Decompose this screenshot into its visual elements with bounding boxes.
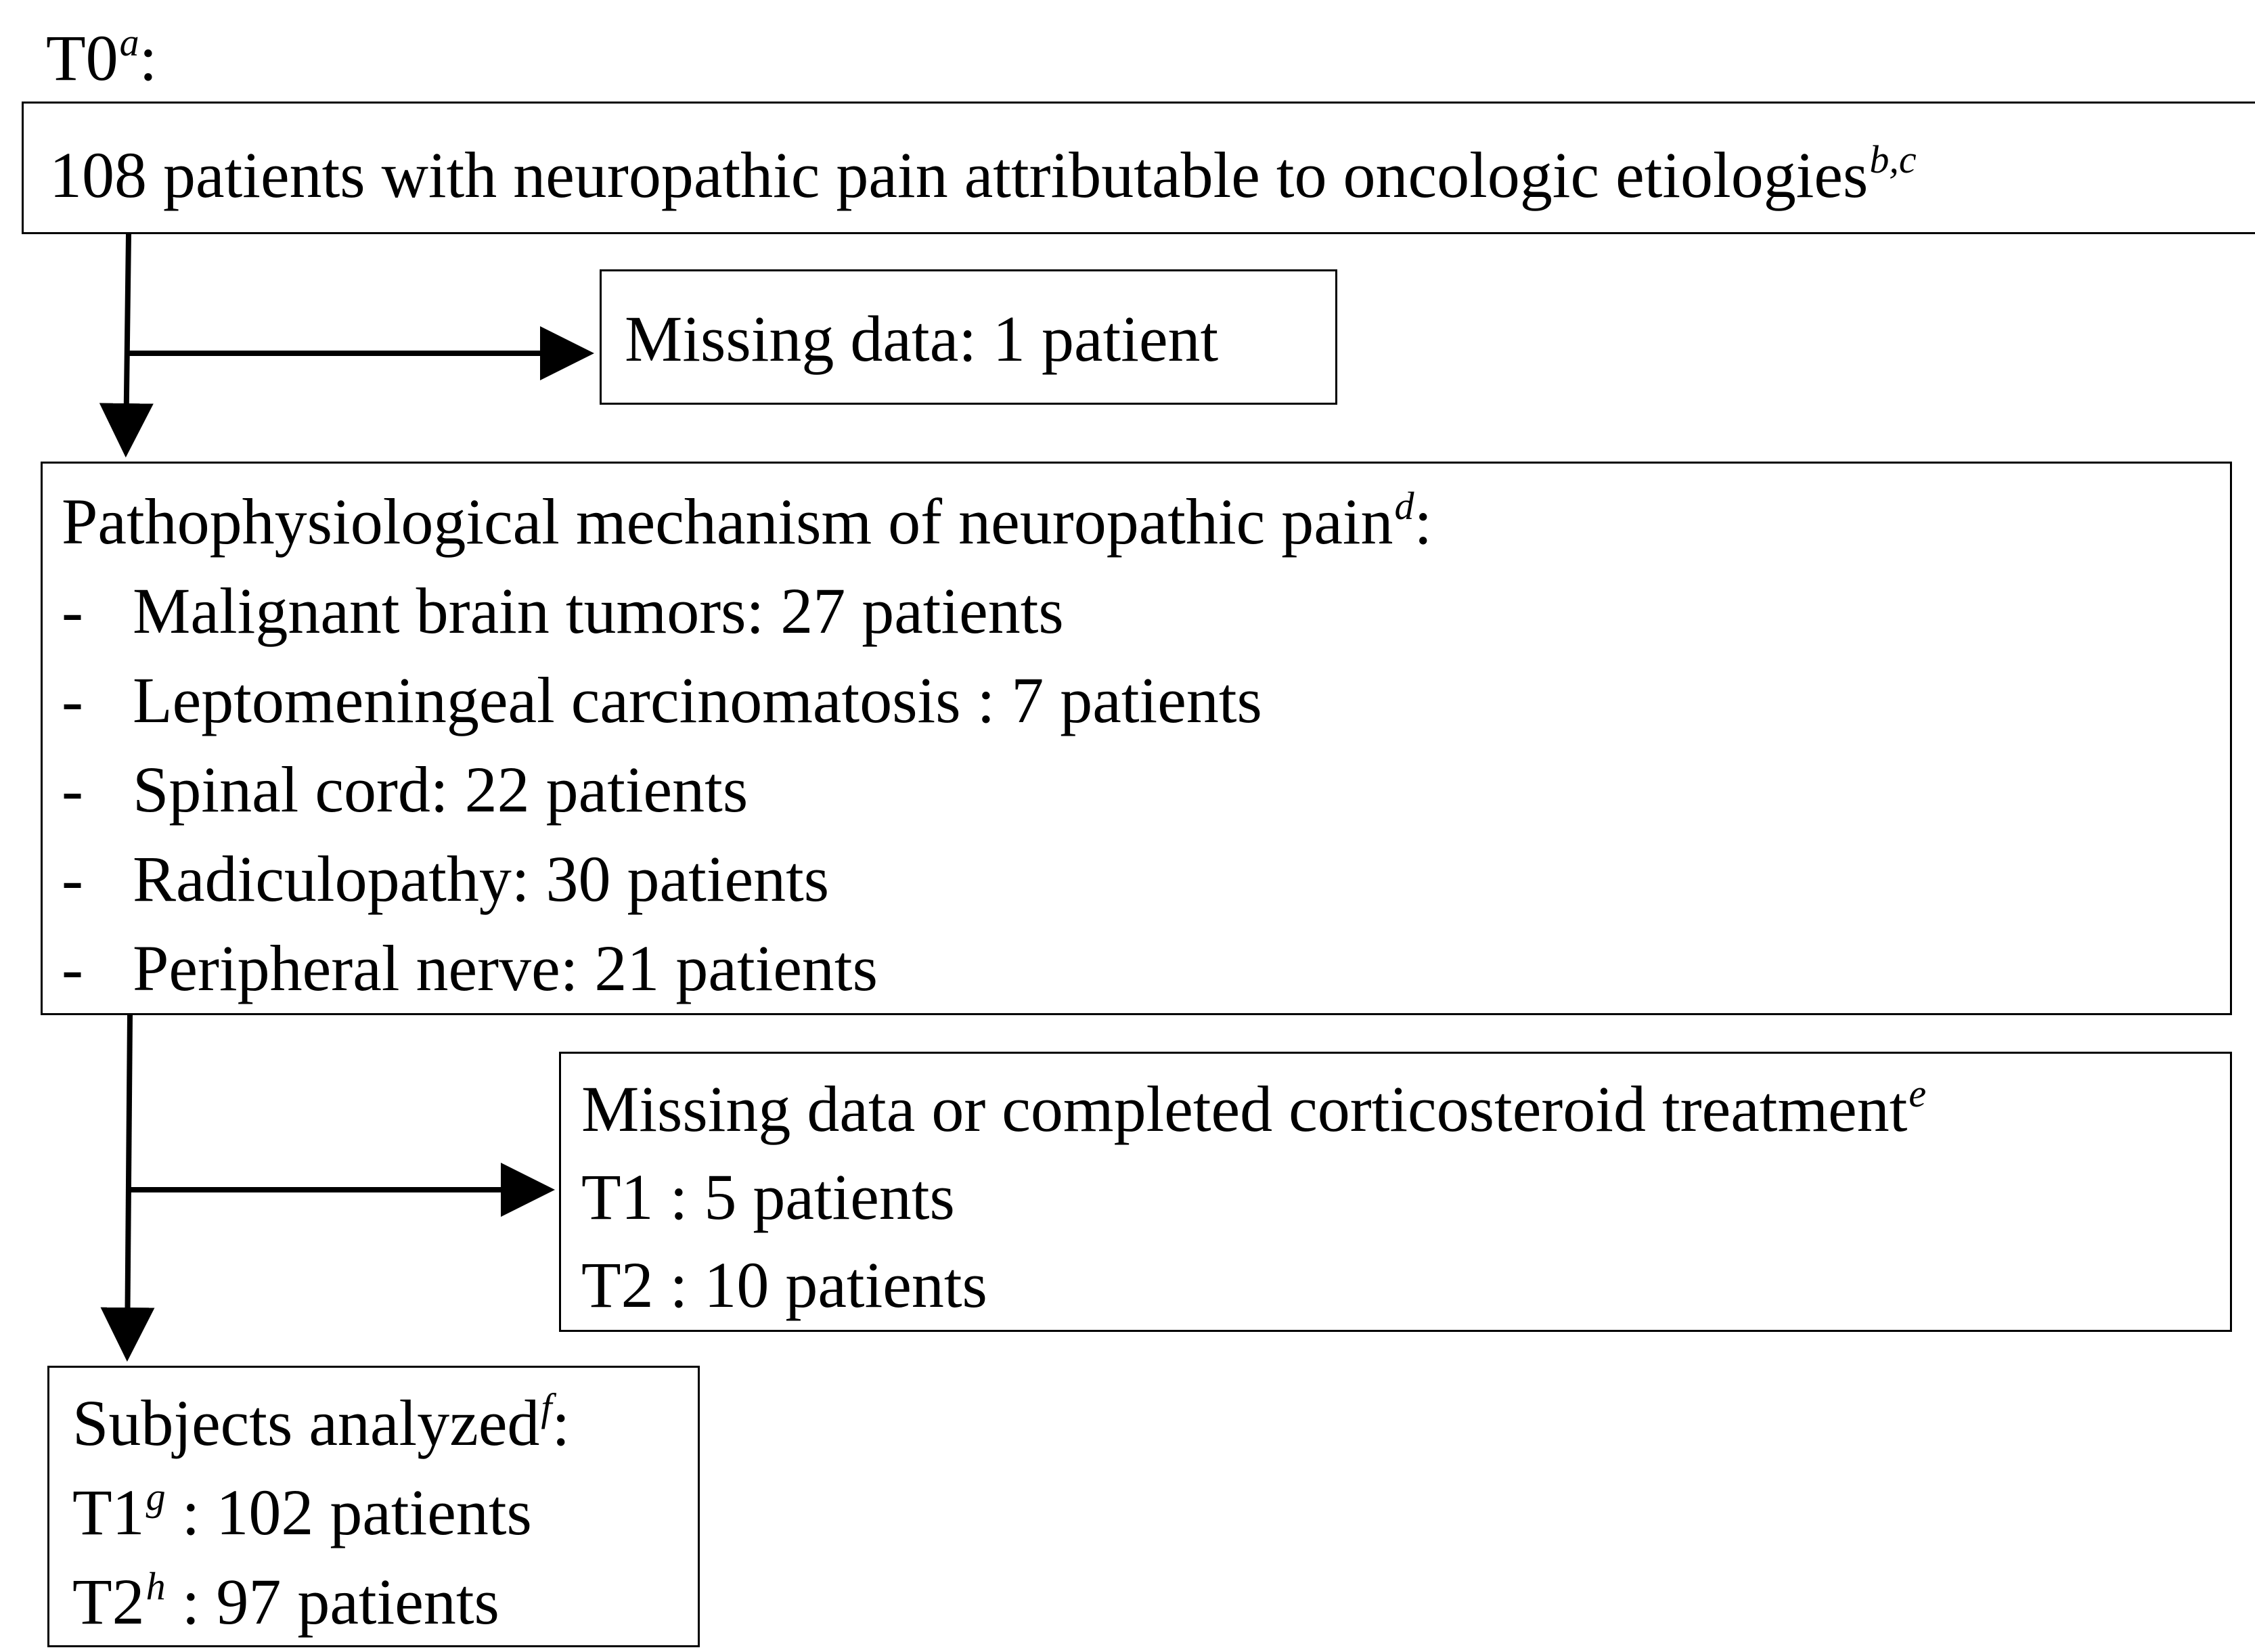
missing-data-2-title-text: Missing data or completed corticosteroid treatment (581, 1073, 1908, 1145)
analyzed-t2-footnote: h (146, 1564, 166, 1608)
analyzed-footnote: f (541, 1385, 552, 1429)
t0-suffix: : (139, 22, 158, 94)
missing-data-2-t2: T2 : 10 patients (581, 1249, 987, 1321)
bullet-dash: - (62, 575, 83, 647)
missing-data-2-t1: T1 : 5 patients (581, 1161, 955, 1233)
mechanism-item-text: Leptomeningeal carcinomatosis : 7 patients (133, 664, 1262, 736)
mechanism-title-text: Pathophysiological mechanism of neuropathic pain (62, 485, 1393, 558)
bullet-dash: - (62, 664, 83, 736)
analyzed-t1-value: : 102 patients (165, 1476, 532, 1548)
bullet-dash: - (62, 843, 83, 915)
mechanism-footnote: d (1394, 484, 1414, 528)
mechanism-item-text: Malignant brain tumors: 27 patients (133, 575, 1064, 647)
analyzed-t1-label: T1 (72, 1476, 145, 1548)
mechanism-item-text: Spinal cord: 22 patients (133, 753, 749, 826)
mechanism-item-text: Peripheral nerve: 21 patients (133, 932, 878, 1004)
arrow-mechanism-to-analyzed (127, 1015, 130, 1351)
mechanism-item-text: Radiculopathy: 30 patients (133, 843, 830, 915)
bullet-dash: - (62, 753, 83, 826)
analyzed-title-text: Subjects analyzed (72, 1387, 540, 1459)
start-footnote: b,c (1869, 137, 1917, 181)
missing-data-2-footnote: e (1908, 1071, 1927, 1115)
analyzed-t2-value: : 97 patients (165, 1565, 499, 1638)
analyzed-t1-footnote: g (146, 1475, 166, 1519)
start-label: 108 patients with neuropathic pain attributable to oncologic etiologies (49, 139, 1869, 211)
mechanism-title-suffix: : (1414, 485, 1433, 558)
t0-footnote: a (119, 20, 139, 64)
missing-data-1-text: Missing data: 1 patient (625, 303, 1219, 375)
analyzed-title-suffix: : (552, 1387, 571, 1459)
arrow-start-to-mechanism (126, 234, 129, 447)
analyzed-t2-label: T2 (72, 1565, 145, 1638)
t0-label: T0 (46, 22, 118, 94)
bullet-dash: - (62, 932, 83, 1004)
